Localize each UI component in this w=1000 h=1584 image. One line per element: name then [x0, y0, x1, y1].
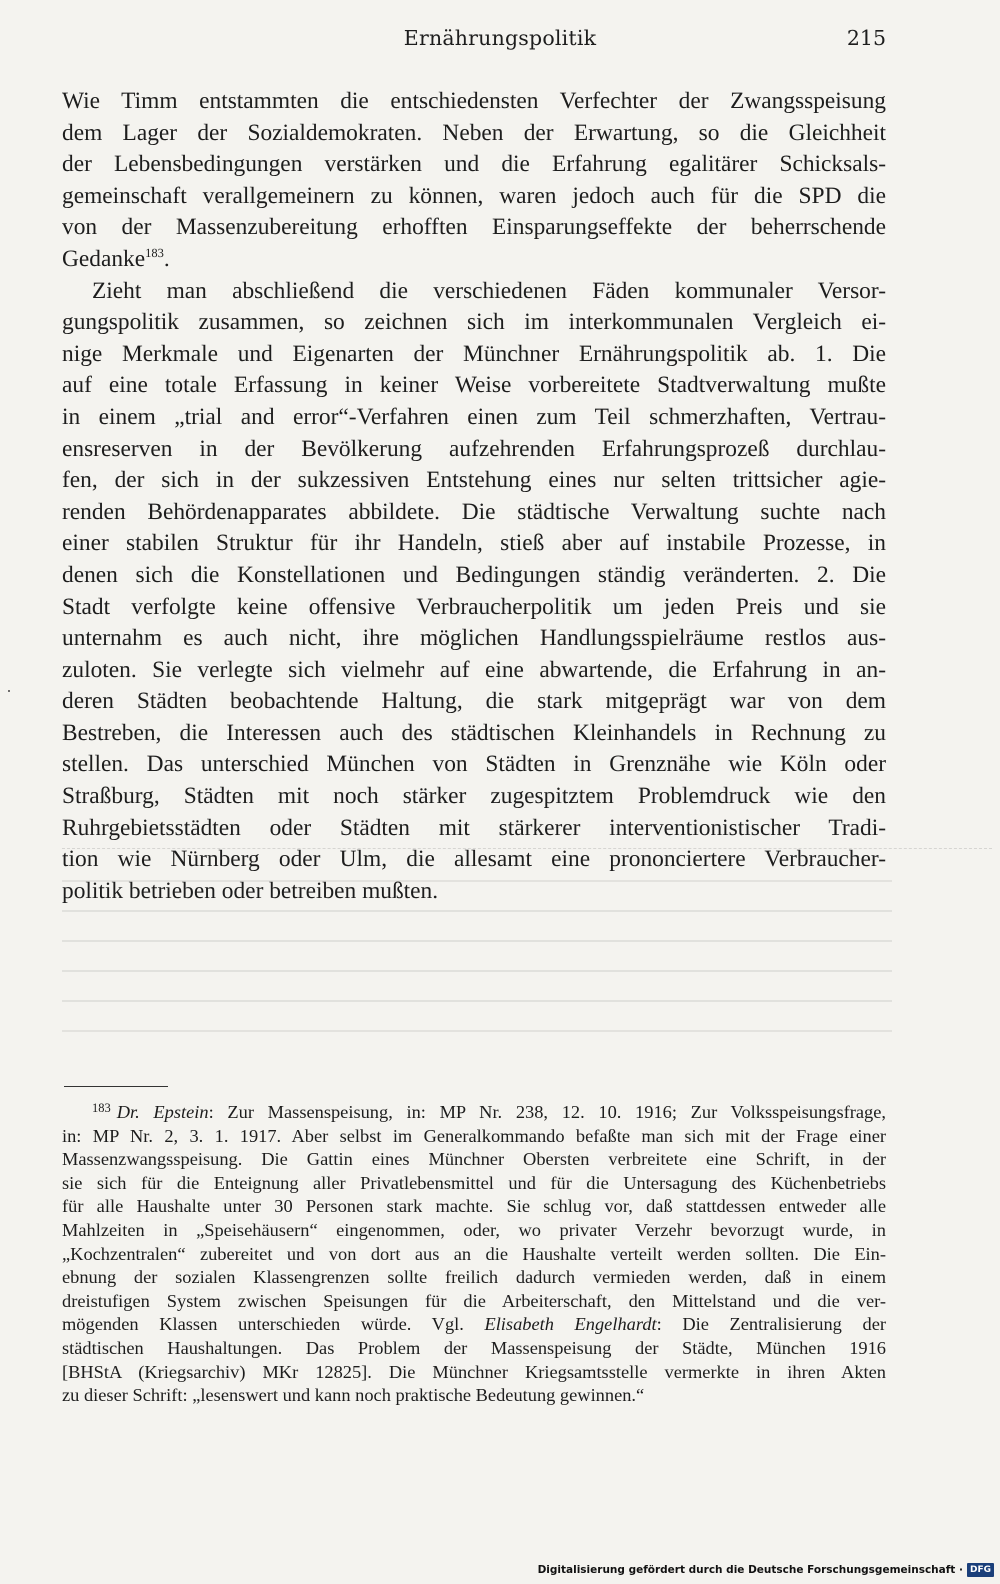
text-fragment: : Die Zentralisierung der [656, 1314, 886, 1335]
footnote-line: sie sich für die Enteignung aller Privatlebensmittel und für die Untersagung des Küchenbetriebs [62, 1172, 886, 1193]
footnote-line: für alle Haushalte unter 30 Personen stark machte. Sie schlug vor, daß stattdessen entweder alle [62, 1196, 886, 1217]
text-line: ensreserven in der Bevölkerung aufzehrenden Erfahrungsprozeß durchlau- [62, 435, 886, 462]
running-title: Ernährungspolitik [403, 26, 597, 50]
footnote-line: zu dieser Schrift: „lesenswert und kann noch praktische Bedeutung gewinnen.“ [62, 1385, 645, 1406]
text-line: von der Massenzubereitung erhofften Einsparungseffekte der beherrschende [62, 214, 886, 241]
text-line: renden Behördenapparates abbildete. Die städtische Verwaltung suchte nach [62, 498, 886, 525]
footnote-reference[interactable]: 183 [145, 245, 164, 260]
footnote-line: [BHStA (Kriegsarchiv) MKr 12825]. Die Münchner Kriegsamtsstelle vermerkte in ihren Akten [62, 1361, 886, 1382]
text-fragment: Gedanke [62, 245, 146, 272]
text-line: deren Städten beobachtende Haltung, die stark mitgeprägt war von dem [62, 688, 886, 715]
text-line: der Lebensbedingungen verstärken und die Erfahrung egalitärer Schicksals- [62, 151, 886, 178]
text-line: fen, der sich in der sukzessiven Entstehung eines nur selten trittsicher agie- [62, 467, 886, 494]
digitization-credit [538, 1562, 994, 1578]
text-line: Zieht man abschließend die verschiedenen Fäden kommunaler Versor- [92, 277, 886, 304]
show-through-text [62, 880, 892, 1070]
text-line: Straßburg, Städten mit noch stärker zugespitztem Problemdruck wie den [62, 783, 886, 810]
footnote-line: ebnung der sozialen Klassengrenzen sollte freilich dadurch vermieden werden, daß in einem [62, 1267, 886, 1288]
text-line: Stadt verfolgte keine offensive Verbraucherpolitik um jeden Preis und sie [62, 593, 886, 620]
text-line: nige Merkmale und Eigenarten der Münchner Ernährungspolitik ab. 1. Die [62, 340, 886, 367]
text-line: in einem „trial and error“-Verfahren einen zum Teil schmerzhaften, Vertrau- [62, 403, 886, 430]
text-line: Bestreben, die Interessen auch des städtischen Kleinhandels in Rechnung zu [62, 719, 886, 746]
main-text [62, 86, 886, 907]
text-line: auf eine totale Erfassung in keiner Weise vorbereitete Stadtverwaltung mußte [62, 372, 886, 399]
text-line: politik betrieben oder betreiben mußten. [62, 877, 439, 904]
text-line: zuloten. Sie verlegte sich vielmehr auf eine abwartende, die Erfahrung in an- [62, 656, 886, 683]
scan-artifact-dot [8, 690, 10, 692]
text-line: dem Lager der Sozialdemokraten. Neben der Erwartung, so die Gleichheit [62, 119, 886, 146]
text-fragment: . [163, 245, 170, 272]
text-line [62, 244, 886, 276]
page-number: 215 [846, 26, 886, 50]
footnote-author: Elisabeth Engelhardt [484, 1314, 657, 1335]
footnote-line [62, 1101, 886, 1125]
text-line: tion wie Nürnberg oder Ulm, die allesamt eine prononciertere Verbraucher- [62, 846, 886, 873]
text-line: einer stabilen Struktur für ihr Handeln, stieß aber auf instabile Prozesse, in [62, 530, 886, 557]
footnote [62, 1101, 886, 1408]
text-fragment: : Zur Massenspeisung, in: MP Nr. 238, 12. 10. 1916; Zur Volksspeisungsfrage, [208, 1102, 887, 1122]
text-line: stellen. Das unterschied München von Städten in Grenznähe wie Köln oder [62, 751, 886, 778]
text-line: Wie Timm entstammten die entschiedensten Verfechter der Zwangsspeisung [62, 88, 886, 114]
text-line: unternahm es auch nicht, ihre möglichen Handlungsspielräume restlos aus- [62, 625, 886, 652]
scan-artifact-line [62, 848, 992, 849]
footnote-line [62, 1313, 886, 1337]
text-line: Ruhrgebietsstädten oder Städten mit stärkerer interventionistischer Tradi- [62, 814, 886, 841]
footnote-author: Dr. Epstein [116, 1102, 209, 1122]
footnote-separator [64, 1086, 168, 1087]
credit-text: Digitalisierung gefördert durch die Deutsche Forschungsgemeinschaft · [537, 1564, 963, 1576]
text-line: gungspolitik zusammen, so zeichnen sich im interkommunalen Vergleich ei- [62, 309, 886, 336]
text-fragment: mögenden Klassen unterschieden würde. Vgl. [62, 1314, 485, 1335]
footnote-number: 183 [92, 1101, 111, 1115]
footnote-line: Mahlzeiten in „Speisehäusern“ eingenommen, oder, wo privater Verzehr bevorzugt wurde, in [62, 1219, 886, 1240]
footnote-line: „Kochzentralen“ zubereitet und von dort aus an die Haushalte verteilt werden sollten. Die Ein- [62, 1243, 886, 1264]
text-line: denen sich die Konstellationen und Bedingungen ständig veränderten. 2. Die [62, 561, 886, 588]
footnote-line: städtischen Haushaltungen. Das Problem der Massenspeisung der Städte, München 1916 [62, 1337, 886, 1358]
footnote-line: in: MP Nr. 2, 3. 1. 1917. Aber selbst im Generalkommando befaßte man sich mit der Frage einer [62, 1125, 886, 1146]
text-line: gemeinschaft verallgemeinern zu können, waren jedoch auch für die SPD die [62, 182, 886, 209]
footnote-line: Massenzwangsspeisung. Die Gattin eines Münchner Obersten verbreitete eine Schrift, in der [62, 1149, 886, 1170]
footnote-line: dreistufigen System zwischen Speisungen für die Arbeiterschaft, den Mittelstand und die ver- [62, 1290, 886, 1311]
dfg-logo-icon[interactable]: DFG [967, 1563, 994, 1577]
